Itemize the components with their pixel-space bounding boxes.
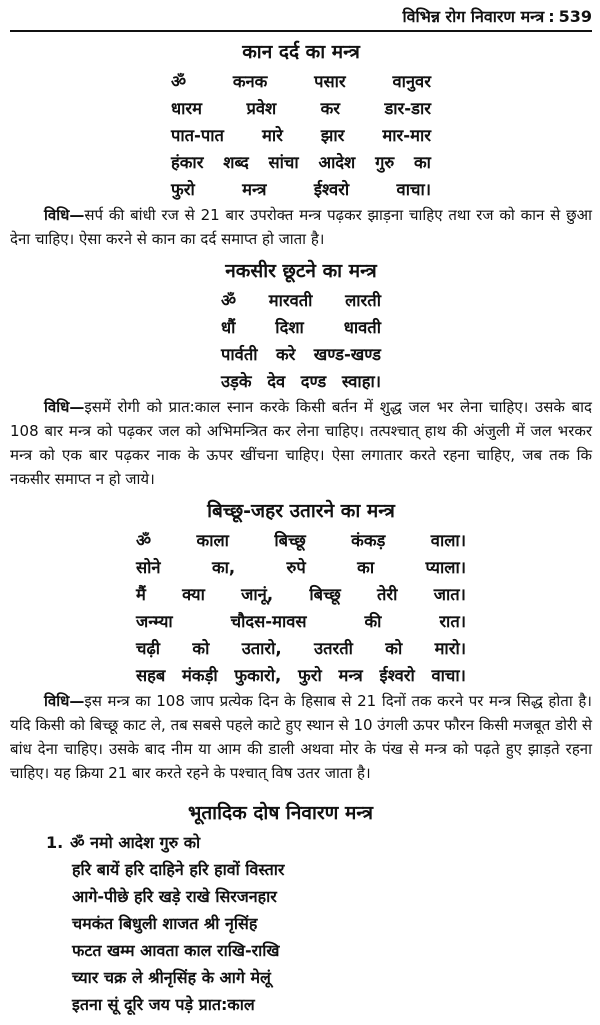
verse-word: चढ़ी — [136, 639, 161, 658]
verse-word: पसार — [314, 72, 346, 91]
running-head-separator: : — [548, 7, 555, 26]
verse-word: की — [364, 612, 382, 631]
verse-word: आदेश — [318, 153, 356, 172]
verse-word: उतारो, — [241, 639, 282, 658]
verse-word: प्याला। — [425, 558, 466, 577]
verse-line — [221, 314, 381, 341]
verse-line — [171, 122, 431, 149]
verse-line — [171, 95, 431, 122]
verse-word: जात। — [433, 585, 466, 604]
verse-word: धौं — [221, 318, 236, 337]
verse-word: प्रवेश — [246, 99, 277, 118]
verse-word: कर — [320, 99, 341, 118]
verse-word: शब्द — [223, 153, 249, 172]
verse-word: दण्ड — [300, 372, 327, 391]
verse-word: मारवती — [268, 291, 313, 310]
verse-word: पात-पात — [171, 126, 224, 145]
verse-word: ॐ — [171, 72, 187, 91]
mantra-line: फटत खम्म आवता काल राखि-राखि — [72, 941, 280, 960]
verse-word: मारो। — [434, 639, 466, 658]
running-head — [10, 0, 592, 32]
verse-word: उतरती — [314, 639, 353, 658]
verse-word: ईश्वरो — [379, 666, 415, 685]
method-label: विधि— — [44, 398, 85, 416]
verse-word: को — [385, 639, 403, 658]
verse-word: का, — [211, 558, 236, 577]
verse-word: मन्त्र — [242, 180, 267, 199]
verse-line — [136, 581, 466, 608]
verse-ear-pain — [171, 68, 431, 203]
verse-word: सोने — [136, 558, 161, 577]
verse-word: करे — [275, 345, 296, 364]
verse-word: काला — [196, 531, 229, 550]
verse-word: ॐ — [136, 531, 152, 550]
verse-word: गुरु — [375, 153, 395, 172]
page-number: 539 — [558, 7, 592, 26]
method-label: विधि— — [44, 206, 85, 224]
verse-word: बिच्छू — [309, 585, 341, 604]
verse-word: मंकड़ी — [182, 666, 218, 685]
verse-word: उड़के — [221, 372, 252, 391]
verse-line — [136, 527, 466, 554]
mantra-line: हरि बायें हरि दाहिने हरि हावों विस्तार — [72, 860, 285, 879]
verse-word: लारती — [345, 291, 381, 310]
verse-word: क्या — [182, 585, 205, 604]
verse-word: ईश्वरो — [313, 180, 350, 199]
method-paragraph — [10, 203, 592, 251]
verse-word: झार — [320, 126, 345, 145]
verse-word: हंकार — [171, 153, 204, 172]
method-paragraph — [10, 689, 592, 785]
verse-word: बिच्छू — [274, 531, 306, 550]
verse-word: दिशा — [275, 318, 304, 337]
mantra-line: च्यार चक्र ले श्रीनृसिंह के आगे मेलूं — [72, 968, 271, 987]
verse-word: खण्ड-खण्ड — [313, 345, 381, 364]
verse-word: मन्त्र — [338, 666, 363, 685]
verse-line — [171, 176, 431, 203]
mantra-line: आगे-पीछे हरि खड़े राखे सिरजनहार — [72, 887, 277, 906]
verse-word: रात। — [439, 612, 466, 631]
method-text: सर्प की बांधी रज से 21 बार उपरोक्त मन्त्र पढ़कर झाड़ना चाहिए तथा रज को कान से छुआ देना चाहिए। ऐसा करने से कान का दर्द समाप्त हो जाता है। — [10, 206, 592, 248]
mantra-list — [10, 829, 592, 1018]
section-title-spirit-affliction: भूतादिक दोष निवारण मन्त्र — [188, 802, 374, 824]
verse-word: का — [357, 558, 375, 577]
mantra-line: इतना सूं दूरि जय पड़े प्रात:काल — [72, 995, 255, 1014]
running-head-title: विभिन्न रोग निवारण मन्त्र — [402, 7, 545, 26]
verse-word: मैं — [136, 585, 146, 604]
section-title-scorpion: बिच्छू-जहर उतारने का मन्त्र — [207, 500, 395, 522]
verse-word: रुपे — [286, 558, 306, 577]
verse-word: मार-मार — [382, 126, 431, 145]
verse-word: वाला। — [430, 531, 466, 550]
verse-word: पार्वती — [221, 345, 258, 364]
method-label: विधि— — [44, 692, 85, 710]
mantra-line: चमकंत बिधुली शाजत श्री नृसिंह — [72, 914, 258, 933]
verse-word: वानुवर — [392, 72, 431, 91]
verse-word: जानूं, — [241, 585, 274, 604]
verse-scorpion — [136, 527, 466, 689]
verse-word: चौदस-मावस — [230, 612, 307, 631]
method-text: इस मन्त्र का 108 जाप प्रत्येक दिन के हिसाब से 21 दिनों तक करने पर मन्त्र सिद्ध होता है। यदि किसी को बिच्छू काट ले, तब सबसे पहले काटे हुए स्थान से 10 उंगली ऊपर फौरन किसी मजबूत डोरी से बांध देना चाहिए। उसके बाद नीम या आम की डाली अथवा मोर के पंख से मन्त्र को पढ़ते हुए झाड़ते रहना चाहिए। यह क्रिया 21 बार करते रहने के पश्चात् विष उतर जाता है। — [10, 692, 592, 782]
verse-word: का — [414, 153, 431, 172]
verse-line — [136, 635, 466, 662]
verse-word: ॐ — [221, 291, 237, 310]
mantra-text: ॐ नमो आदेश गुरु को — [70, 833, 201, 852]
verse-word: मारे — [261, 126, 283, 145]
method-paragraph — [10, 395, 592, 491]
verse-word: वाचा। — [396, 180, 431, 199]
verse-line — [221, 368, 381, 395]
verse-word: सहब — [136, 666, 166, 685]
verse-word: धावती — [343, 318, 381, 337]
list-number: 1. — [46, 833, 64, 852]
verse-nosebleed — [221, 287, 381, 395]
verse-word: कनक — [232, 72, 268, 91]
verse-word: फुकारो, — [234, 666, 282, 685]
verse-word: देव — [267, 372, 286, 391]
verse-word: फुरो — [298, 666, 322, 685]
verse-line — [136, 554, 466, 581]
verse-line — [136, 662, 466, 689]
verse-line — [171, 149, 431, 176]
method-text: इसमें रोगी को प्रात:काल स्नान करके किसी बर्तन में शुद्ध जल भर लेना चाहिए। उसके बाद 108 बार मन्त्र को पढ़कर जल को अभिमन्त्रित कर लेना चाहिए। तत्पश्चात् हाथ की अंजुली में जल भरकर मन्त्र को एक बार पढ़कर नाक के ऊपर खींचना चाहिए। ऐसा लगातार करते रहना चाहिए, जब तक कि नकसीर समाप्त न हो जाये। — [10, 398, 592, 488]
verse-word: को — [192, 639, 210, 658]
mantra-line — [46, 829, 592, 856]
verse-word: कंकड़ — [351, 531, 386, 550]
verse-word: धारम — [171, 99, 203, 118]
verse-line — [221, 287, 381, 314]
section-title-nosebleed: नकसीर छूटने का मन्त्र — [225, 260, 377, 282]
verse-line — [136, 608, 466, 635]
section-title-ear-pain: कान दर्द का मन्त्र — [242, 41, 360, 63]
verse-line — [171, 68, 431, 95]
verse-word: फुरो — [171, 180, 195, 199]
verse-line — [221, 341, 381, 368]
verse-word: वाचा। — [431, 666, 466, 685]
verse-word: तेरी — [377, 585, 398, 604]
verse-word: सांचा — [268, 153, 299, 172]
verse-word: जन्म्या — [136, 612, 173, 631]
verse-word: डार-डार — [384, 99, 431, 118]
verse-word: स्वाहा। — [341, 372, 381, 391]
